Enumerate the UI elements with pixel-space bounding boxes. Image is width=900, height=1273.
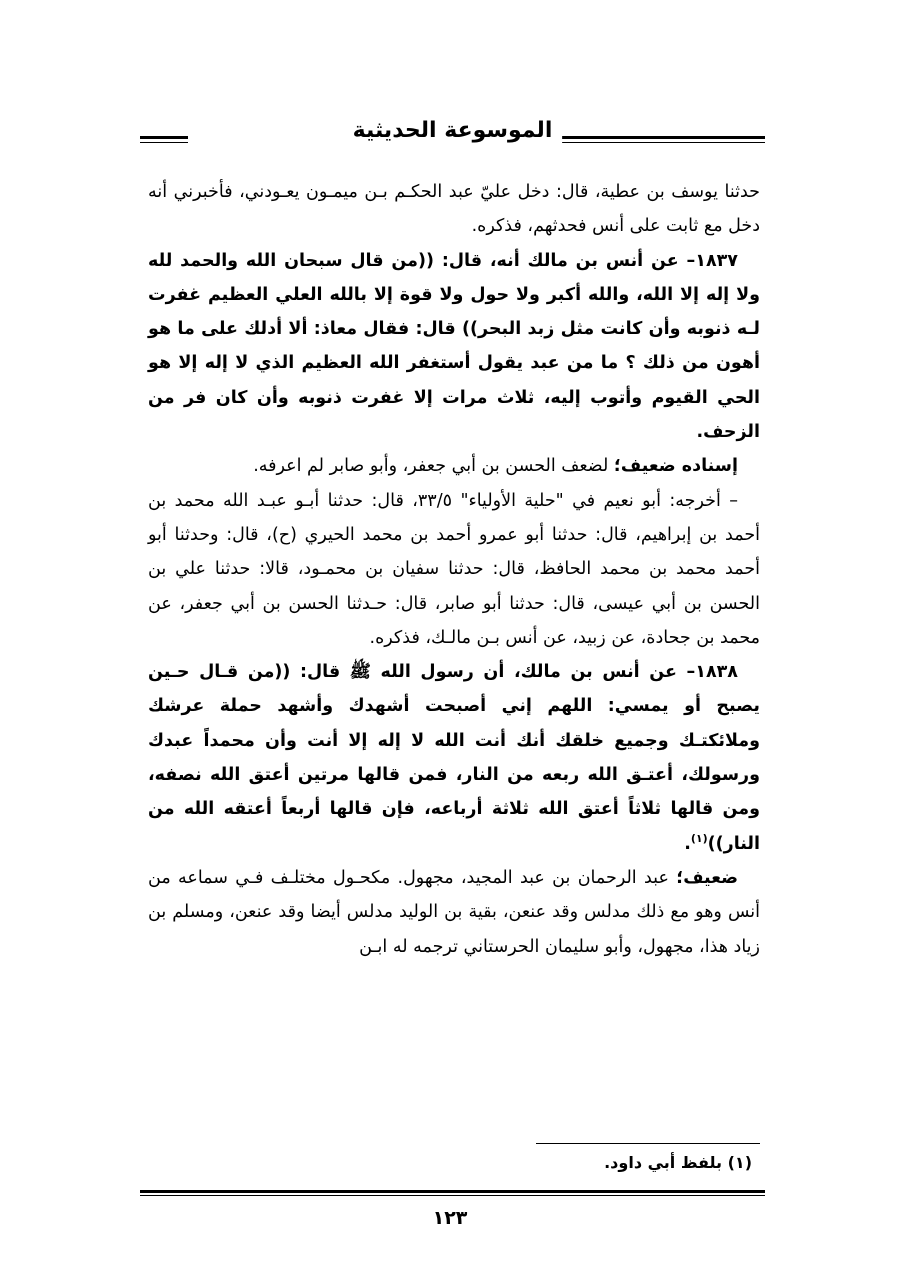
header-title: الموسوعة الحديثية — [343, 118, 563, 143]
main-text — [148, 175, 760, 964]
paragraph-continuation: حدثنا يوسف بن عطية، قال: دخل عليّ عبد الحكـم بـن ميمـون يعـودني، فأخبرني أنه دخل مع ثابت على أنس فحدثهم، فذكره. — [148, 182, 760, 237]
takhrij-1837: – أخرجه: أبو نعيم في "حلية الأولياء" ٣٣/٥، قال: حدثنا أبـو عبـد الله محمد بن أحمد بن إبراهيم، قال: حدثنا أبو عمرو أحمد بن محمد الحيري (ح)، قال: وحدثنا أبو أحمد محمد بن محمد الحافظ، قال: حدثنا سفيان بن محمـود، قالا: حدثنا علي بن الحسن بن أبي عيسى، قال: حدثنا أبو صابر، قال: حـدثنا الحسن بن أبي جعفر، عن محمد بن جحادة، عن زبيد، عن أنس بـن مالـك، فذكره. — [148, 490, 760, 648]
hadith-1838-end: . — [684, 833, 691, 854]
page-number: ١٢٣ — [432, 1207, 468, 1229]
header-rule-left — [140, 136, 188, 143]
grading-1837 — [148, 449, 760, 483]
hadith-1838-text: ١٨٣٨– عن أنس بن مالك، أن رسول الله ﷺ قال: ((من قـال حـين يصبح أو يمسي: اللهم إني أصبحت أشهدك وأشهد حملة عرشك وملائكتـك وجميع خلقك أنك أنت الله لا إله إلا أنت وأن محمداً عبدك ورسولك، أعتـق الله ربعه من النار، فمن قالها مرتين أعتق الله نصفه، ومن قالها ثلاثاً أعتق الله ثلاثة أرباعه، فإن قالها أربعاً أعتقه الله من النار)) — [148, 662, 760, 854]
grading-label-2: ضعيف؛ — [676, 867, 738, 888]
footer-rule — [140, 1190, 765, 1196]
hadith-1837: ١٨٣٧– عن أنس بن مالك أنه، قال: ((من قال سبحان الله والحمد لله ولا إله إلا الله، والله أكبر ولا حول ولا قوة إلا بالله العلي العظيم غفرت لـه ذنوبه وأن كانت مثل زبد البحر)) قال: فقال معاذ: ألا أدلك على ما هو أهون من ذلك ؟ ما من عبد يقول أستغفر الله العظيم الذي لا إله إلا هو الحي القيوم وأتوب إليه، ثلاث مرات إلا غفرت ذنوبه وأن كان فر من الزحف. — [148, 250, 760, 443]
grading-1838 — [148, 861, 760, 964]
footnote-marker: (١) — [690, 831, 708, 845]
grading-text-2: عبد الرحمان بن عبد المجيد، مجهول. مكحـول مختلـف فـي سماعه من أنس وهو مع ذلك مدلس وقد عنعن، بقية بن الوليد مدلس أيضا وقد عنعن، ومسلم بن زياد هذا، مجهول، وأبو سليمان الحرستاني ترجمه له ابـن — [148, 867, 760, 957]
footnote-separator — [536, 1143, 760, 1144]
footnote: (١) بلفظ أبي داود. — [604, 1153, 752, 1172]
running-header — [140, 118, 765, 158]
grading-text: لضعف الحسن بن أبي جعفر، وأبو صابر لم اعرفه. — [253, 456, 614, 477]
hadith-1838 — [148, 655, 760, 861]
grading-label: إسناده ضعيف؛ — [613, 456, 738, 477]
